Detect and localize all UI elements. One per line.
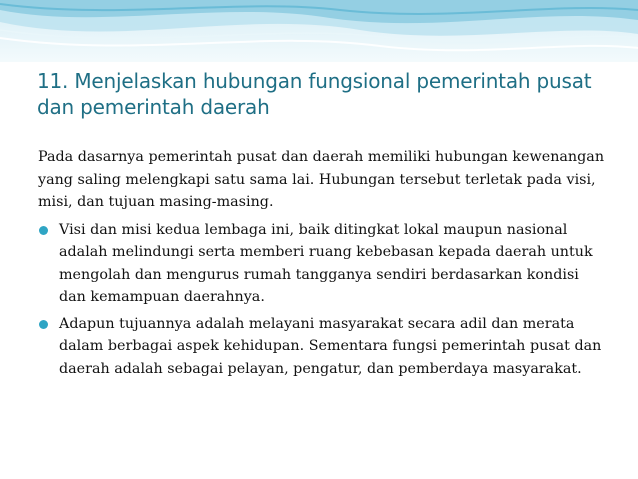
bullet-list [38, 219, 608, 381]
bullet-item [38, 313, 608, 381]
intro-paragraph: Pada dasarnya pemerintah pusat dan daerah memiliki hubungan kewenangan yang saling melengkapi satu sama lai. Hubungan tersebut terletak pada visi, misi, dan tujuan masing-masing. [38, 149, 605, 210]
slide-body [38, 146, 608, 384]
slide-title: 11. Menjelaskan hubungan fungsional pemerintah pusat dan pemerintah daerah [37, 69, 592, 119]
circle-bullet-icon [39, 320, 48, 329]
bullet-text: Visi dan misi kedua lembaga ini, baik ditingkat lokal maupun nasional adalah melindungi serta memberi ruang kebebasan kepada daerah untuk mengolah dan mengurus rumah tangganya sendiri berdasarkan kondisi dan kemampuan daerahnya. [59, 221, 593, 305]
header-wave-banner [0, 0, 638, 62]
circle-bullet-icon [39, 226, 48, 235]
wave-decoration [0, 0, 638, 62]
bullet-item [38, 219, 608, 309]
bullet-text: Adapun tujuannya adalah melayani masyarakat secara adil dan merata dalam berbagai aspek kehidupan. Sementara fungsi pemerintah pusat dan daerah adalah sebagai pelayan, pengatur, dan pemberdaya masyarakat. [59, 315, 602, 377]
